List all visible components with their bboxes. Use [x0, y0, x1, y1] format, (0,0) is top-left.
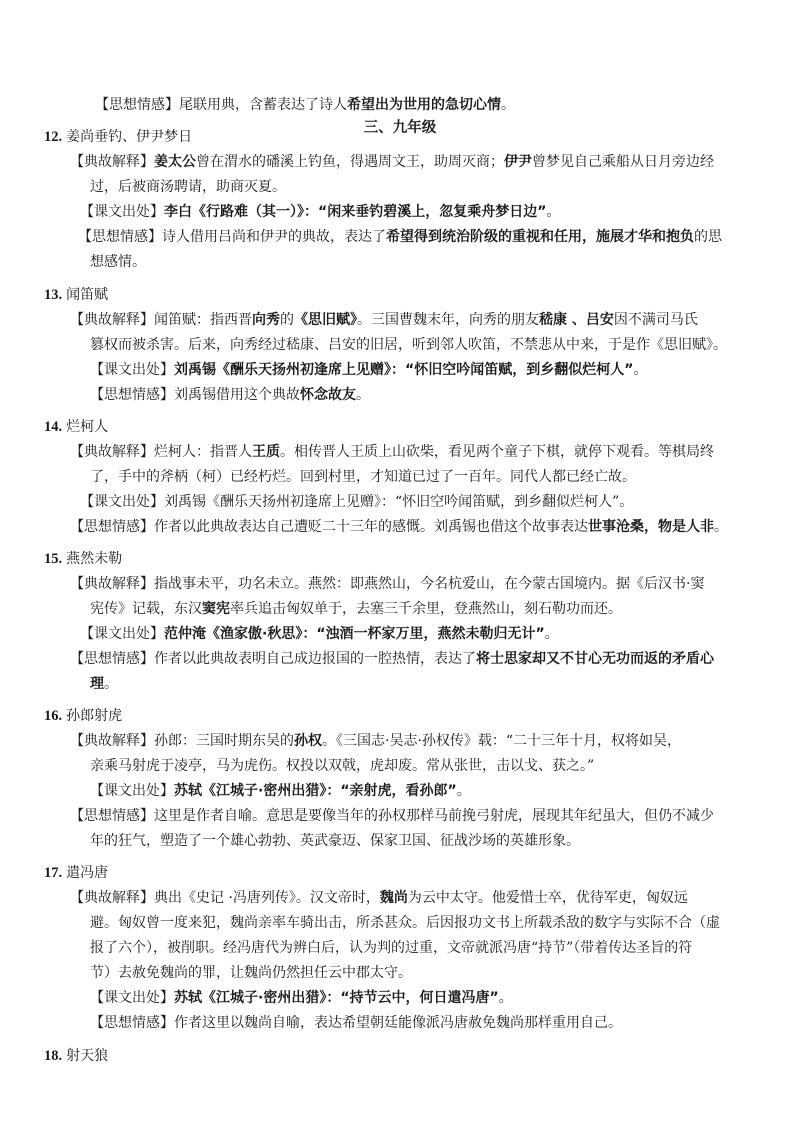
body-text: 。 [501, 97, 515, 113]
item-number: 13. [44, 287, 63, 303]
bold-text: 希望得到统治阶级的重视和任用，施展才华和抱负 [386, 229, 694, 245]
body-text: 因不满司马氏 [613, 312, 698, 328]
body-text: 【课文出处】 [90, 990, 174, 1006]
text-line [90, 335, 727, 355]
body-text: 【典故解释】烂柯人：指晋人 [70, 444, 252, 460]
item-title: 孙郎射虎 [66, 708, 123, 724]
item-number: 12. [44, 129, 63, 145]
text-line [78, 227, 722, 247]
text-line [90, 913, 720, 933]
body-text: 【思想情感】作者以此典故表明自己成边报国的一腔热情，表达了 [70, 651, 476, 667]
body-text: 【典故解释】孙郎：三国时期东吴的 [70, 733, 294, 749]
body-text: 【思想情感】作者这里以魏尚自喻，表达希望朝廷能像派冯唐赦免魏尚那样重用自己。 [90, 1015, 622, 1031]
text-line [70, 806, 714, 826]
item-title: 射天狼 [66, 1048, 109, 1064]
item-title: 烂柯人 [66, 419, 109, 435]
body-text: 【思想情感】作者以此典故表达自己遭贬二十三年的感慨。刘禹锡也借这个故事表达 [70, 519, 588, 535]
bold-text: 李白《行路难（其一）》：“闲来垂钓碧溪上，忽复乘舟梦日边” [164, 204, 547, 220]
text-line [90, 467, 636, 487]
item-number: 17. [44, 865, 63, 881]
bold-text: 《思旧赋》 [294, 312, 357, 328]
body-text: 。相传晋人王质上山砍柴，看见两个童子下棋，就停下观看。等棋局终 [280, 444, 714, 460]
body-text: 。 [633, 362, 648, 378]
text-line [70, 517, 728, 537]
text-line [90, 360, 647, 380]
item-number: 18. [44, 1048, 63, 1064]
text-line [90, 963, 412, 983]
item-number: 16. [44, 708, 63, 724]
bold-text: 范仲淹《渔家傲·秋思》：“浊酒一杯家万里，燕然未勒归无计” [164, 626, 545, 642]
text-line [80, 492, 633, 512]
body-text: 。 [456, 783, 471, 799]
text-line [90, 831, 580, 851]
item-heading [44, 127, 192, 147]
text-line [70, 731, 681, 751]
text-line [80, 624, 559, 644]
body-text: 【思想情感】刘禹锡借用这个典故 [90, 387, 300, 403]
body-text: 报了六个），被削职。经冯唐代为辨白后，认为判的过重，文帝就派冯唐“持节”（带着传达圣旨的符 [90, 940, 693, 956]
text-line [70, 574, 704, 594]
body-text: 【思想情感】尾联用典，含蓄表达了诗人 [95, 97, 347, 113]
body-text: 【典故解释】闻笛赋：指西晋 [70, 312, 252, 328]
body-text: 的 [280, 312, 294, 328]
bold-text: 魏尚 [379, 890, 408, 906]
body-text: 的思 [694, 229, 722, 245]
item-heading [44, 1046, 108, 1066]
body-text: 【典故解释】典出《史记 ·冯唐列传》。汉文帝时， [70, 890, 380, 906]
body-text: 【课文出处】 [90, 362, 174, 378]
body-text: 。 [356, 387, 370, 403]
text-line [80, 202, 560, 222]
body-text: 过，后被商汤聘请，助商灭夏。 [90, 179, 286, 195]
body-text: 。 [104, 676, 118, 692]
body-text: 为云中太守。他爱惜士卒，优待军吏，匈奴远 [407, 890, 688, 906]
bold-text: 向秀 [252, 312, 280, 328]
text-line [90, 674, 118, 694]
body-text: 避。匈奴曾一度来犯，魏尚亲率车骑出击，所杀甚众。后因报功文书上所载杀敌的数字与实际不合（虚 [90, 915, 720, 931]
text-line [90, 988, 513, 1008]
bold-text: 将士思家却又不甘心无功而返的矛盾心 [476, 651, 714, 667]
body-text: 【思想情感】这里是作者自喻。意思是要像当年的孙权那样马前挽弓射虎，展现其年纪虽大，但仍不减少 [70, 808, 714, 824]
text-line [95, 95, 515, 115]
body-text: 想感情。 [90, 254, 146, 270]
body-text: 。 [544, 626, 559, 642]
text-line [90, 252, 146, 272]
body-text: 篡权而被杀害。后来，向秀经过嵇康、吕安的旧居，听到邻人吹笛，不禁悲从中来，于是作《思旧赋》。 [90, 337, 727, 353]
bold-text: 伊尹 [504, 154, 532, 170]
text-line [90, 385, 370, 405]
section-heading: 三、九年级 [363, 120, 437, 136]
body-text: 【思想情感】诗人借用吕尚和伊尹的典故，表达了 [78, 229, 386, 245]
body-text: 。 [714, 519, 728, 535]
text-line [90, 1013, 622, 1033]
body-text: 【典故解释】 [70, 154, 154, 170]
item-heading [44, 285, 108, 305]
item-heading [44, 549, 122, 569]
body-text: 宪传》记载，东汉 [90, 601, 202, 617]
bold-text: 姜太公 [154, 154, 196, 170]
text-line [90, 938, 692, 958]
item-heading [44, 706, 122, 726]
body-text: 年的狂气，塑造了一个雄心勃勃、英武豪迈、保家卫国、征战沙场的英雄形象。 [90, 833, 580, 849]
body-text: 曾在渭水的磻溪上钓鱼，得遇周文王，助周灭商； [196, 154, 504, 170]
bold-text: 希望出为世用的急切心情 [347, 97, 501, 113]
body-text: 亲乘马射虎于凌亭，马为虎伤。权投以双戟，虎却废。常从张世，击以戈、获之。” [90, 758, 595, 774]
item-title: 遣冯唐 [66, 865, 109, 881]
body-text: 。 [498, 990, 513, 1006]
text-line [70, 152, 714, 172]
item-number: 15. [44, 551, 63, 567]
text-line [90, 781, 471, 801]
bold-text: 孙权 [294, 733, 322, 749]
body-text: 。《三国志·吴志·孙权传》载：“二十三年十月，权将如吴， [322, 733, 682, 749]
body-text: 【典故解释】指战事未平，功名未立。燕然：即燕然山，今名杭爱山，在今蒙古国境内。据《后汉书·窦 [70, 576, 705, 592]
bold-text: 苏轼《江城子·密州出猎》：“亲射虎，看孙郎” [174, 783, 457, 799]
bold-text: 王质 [252, 444, 280, 460]
body-text: 了，手中的斧柄（柯）已经朽烂。回到村里，才知道已过了一百年。同代人都已经亡故。 [90, 469, 636, 485]
text-line [70, 649, 714, 669]
body-text: 【课文出处】 [80, 204, 164, 220]
body-text: 。三国曹魏末年，向秀的朋友 [357, 312, 539, 328]
bold-text: 嵇康 、吕安 [539, 312, 614, 328]
body-text: 【课文出处】 [80, 626, 164, 642]
text-line [90, 756, 594, 776]
item-title: 闻笛赋 [66, 287, 109, 303]
bold-text: 理 [90, 676, 104, 692]
body-text: 【课文出处】 [90, 783, 174, 799]
bold-text: 怀念故友 [300, 387, 356, 403]
bold-text: 苏轼《江城子·密州出猎》：“持节云中，何日遣冯唐” [174, 990, 499, 1006]
text-line [90, 599, 622, 619]
body-text: 。 [546, 204, 561, 220]
bold-text: 世事沧桑，物是人非 [588, 519, 714, 535]
body-text: 曾梦见自己乘船从日月旁边经 [532, 154, 714, 170]
text-line [70, 888, 688, 908]
body-text: 节）去赦免魏尚的罪，让魏尚仍然担任云中郡太守。 [90, 965, 412, 981]
text-line [70, 442, 714, 462]
body-text: 率兵追击匈奴单于，去塞三千余里，登燕然山，刻石勒功而还。 [230, 601, 622, 617]
text-line [90, 177, 286, 197]
item-heading [44, 863, 108, 883]
bold-text: 窦宪 [202, 601, 230, 617]
item-heading [44, 417, 108, 437]
text-line [70, 310, 698, 330]
item-title: 燕然未勒 [66, 551, 123, 567]
body-text: 【课文出处】刘禹锡《酬乐天扬州初逢席上见赠》：“怀旧空吟闻笛赋，到乡翻似烂柯人”。 [80, 494, 634, 510]
bold-text: 刘禹锡《酬乐天扬州初逢席上见赠》：“怀旧空吟闻笛赋，到乡翻似烂柯人” [174, 362, 634, 378]
item-number: 14. [44, 419, 63, 435]
item-title: 姜尚垂钓、伊尹梦日 [66, 129, 193, 145]
